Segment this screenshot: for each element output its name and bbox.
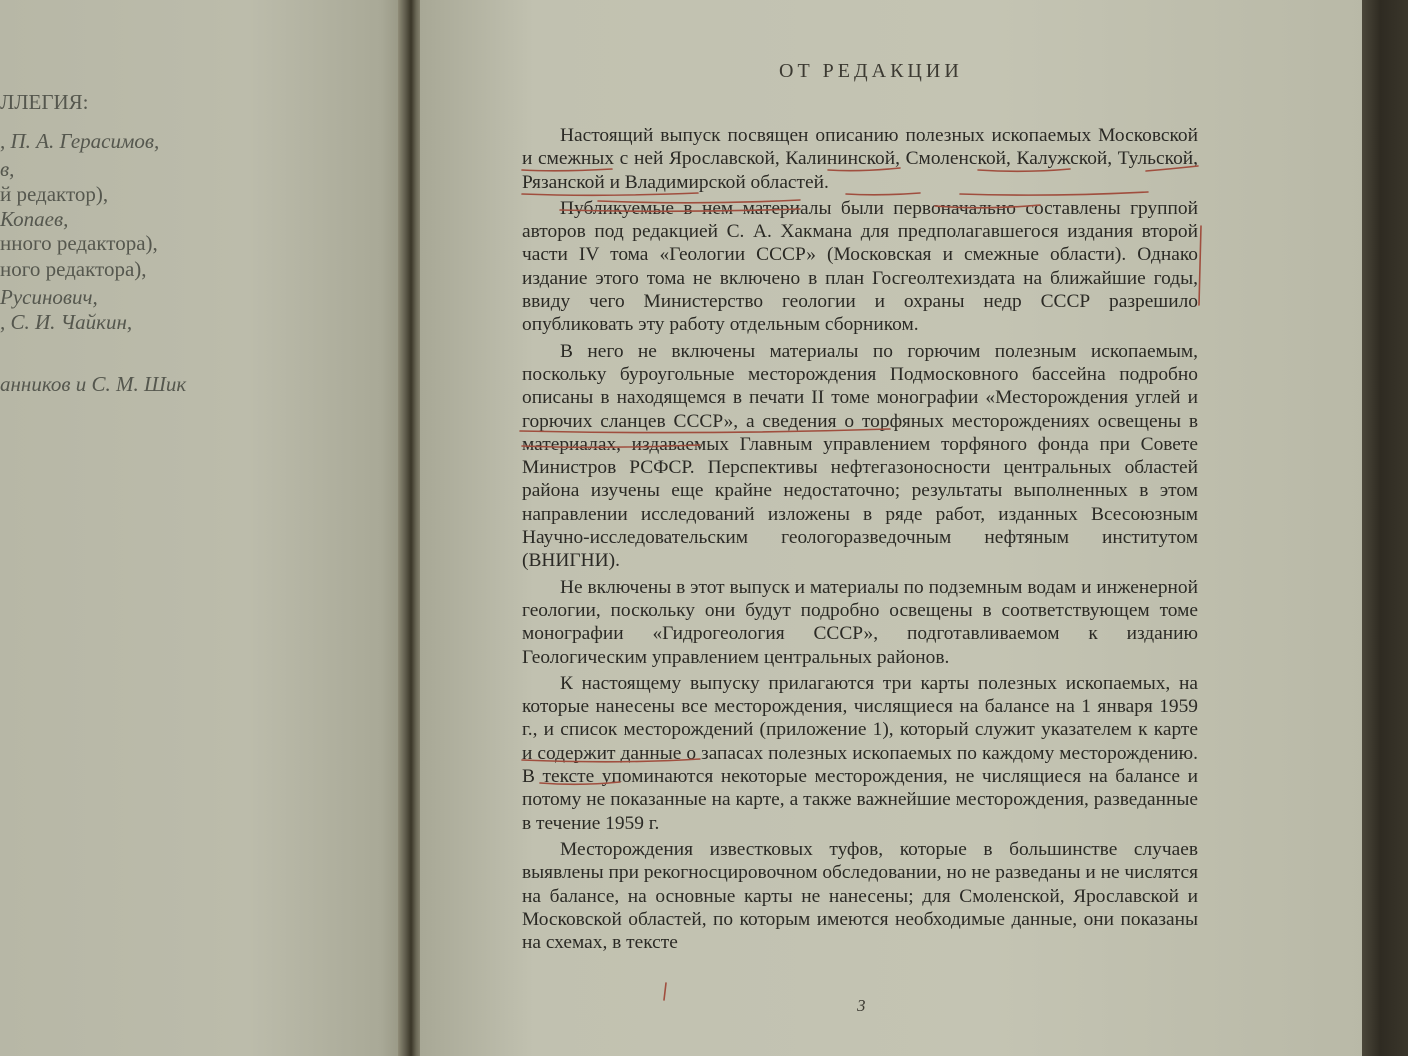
left-page — [0, 0, 414, 1056]
left-line-6: нного редактора), — [0, 231, 158, 255]
left-line-3: в, — [0, 157, 15, 181]
left-line-2: , П. А. Герасимов, — [0, 129, 160, 153]
paragraph-3: В него не включены материалы по горючим полезным ископаемым, поскольку буроугольные месторождения Подмосковного бассейна подробно описаны в находящемся в печати II томе монографии «Месторождения углей и горючих сланцев СССР», а сведения о торфяных месторождениях освещены в материалах, издаваемых Главным управлением торфяного фонда при Совете Министров РСФСР. Перспективы нефтегазоносности центральных областей района изучены еще крайне недостаточно; результаты выполненных в этом направлении исследований изложены в ряде работ, изданных Всесоюзным Научно-исследовательским геологоразведочным нефтяным институтом (ВНИГНИ). — [522, 340, 1198, 572]
paragraph-6: Месторождения известковых туфов, которые в большинстве случаев выявлены при рекогносцировочном обследовании, но не разведаны и не числятся на балансе, на основные карты не нанесены; для Смоленской, Ярославской и Московской областей, по которым имеются необходимые данные, они показаны на схемах, в тексте — [522, 838, 1198, 954]
paragraph-2: Публикуемые в нем материалы были первоначально составлены группой авторов под редакцией С. А. Хакмана для предполагавшегося издания второй части IV тома «Геологии СССР» (Московская и смежные области). Однако издание этого тома не включено в план Госгеолтехиздата на ближайшие годы, ввиду чего Министерство геологии и охраны недр СССР разрешило опубликовать эту работу отдельным сборником. — [522, 197, 1198, 336]
left-line-9: , С. И. Чайкин, — [0, 310, 133, 334]
page-number: 3 — [857, 996, 866, 1015]
page-heading: ОТ РЕДАКЦИИ — [779, 60, 963, 82]
left-line-1: ЛЛЕГИЯ: — [0, 90, 89, 114]
body-text — [522, 124, 1198, 954]
paragraph-5: К настоящему выпуску прилагаются три карты полезных ископаемых, на которые нанесены все месторождения, числящиеся на балансе на 1 января 1959 г., и список месторождений (приложение 1), который служит указателем к карте и содержит данные о запасах полезных ископаемых по каждому месторождению. В тексте упоминаются некоторые месторождения, не числящиеся на балансе и потому не показанные на карте, а также важнейшие месторождения, разведанные в течение 1959 г. — [522, 672, 1198, 834]
left-line-10: анников и С. М. Шик — [0, 372, 187, 396]
left-line-4: й редактор), — [0, 182, 109, 206]
left-line-5: Копаев, — [0, 207, 69, 231]
table-edge — [1362, 0, 1408, 1056]
left-line-7: ного редактора), — [0, 257, 147, 281]
left-line-8: Русинович, — [0, 285, 98, 309]
paragraph-4: Не включены в этот выпуск и материалы по подземным водам и инженерной геологии, поскольку они будут подробно освещены в соответствующем томе монографии «Гидрогеология СССР», подготавливаемом к изданию Геологическим управлением центральных районов. — [522, 576, 1198, 668]
paragraph-1: Настоящий выпуск посвящен описанию полезных ископаемых Московской и смежных с ней Ярославской, Калининской, Смоленской, Калужской, Тульской, Рязанской и Владимирской областей. — [522, 125, 1198, 193]
